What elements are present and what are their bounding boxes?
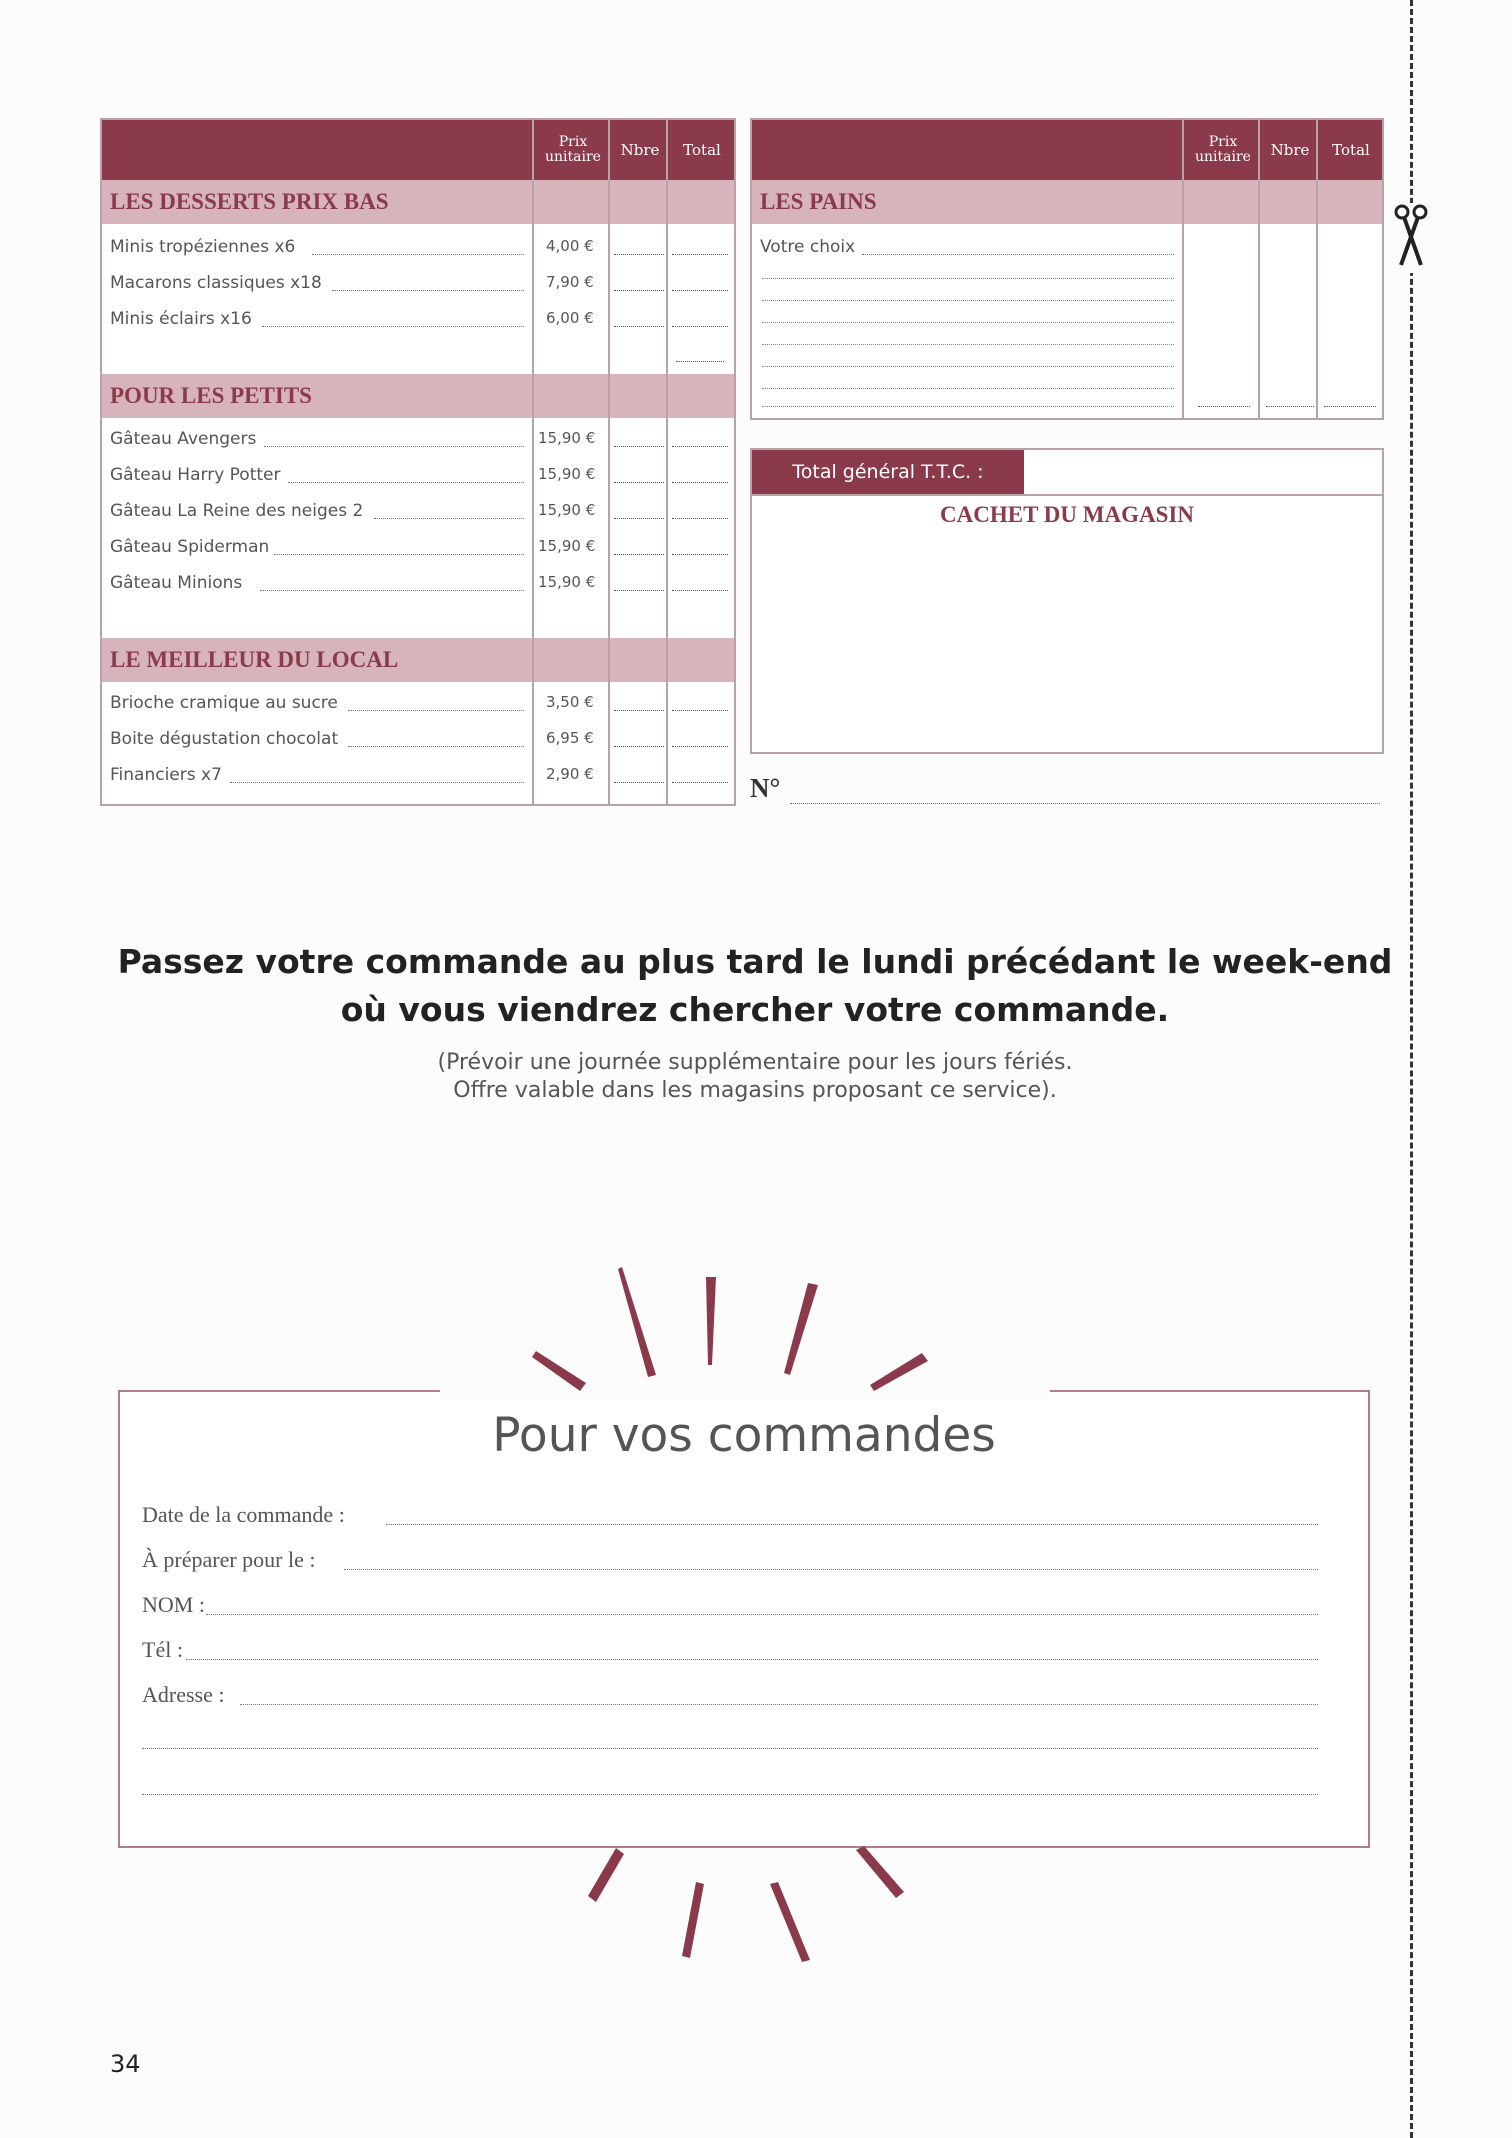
number-line <box>790 803 1380 804</box>
item-price: 3,50 € <box>546 693 594 711</box>
item-price: 15,90 € <box>538 573 596 591</box>
list-item <box>102 722 734 758</box>
total-label: Total général T.T.C. : <box>752 450 1024 494</box>
item-price: 4,00 € <box>546 237 594 255</box>
header-total: Total <box>683 140 721 159</box>
header-nbre: Nbre <box>620 140 660 159</box>
list-item <box>102 266 734 302</box>
item-price: 15,90 € <box>538 465 596 483</box>
section-title: LE MEILLEUR DU LOCAL <box>102 638 734 682</box>
list-item <box>102 686 734 722</box>
header-prix-unitaire: Prix unitaire <box>545 134 601 165</box>
item-name: Gâteau La Reine des neiges 2 <box>110 501 364 521</box>
notice-line-1: Passez votre commande au plus tard le lundi précédant le week-end <box>117 942 1393 981</box>
choice-label: Votre choix <box>760 237 856 257</box>
right-order-table <box>750 118 1384 420</box>
field-date: Date de la commande : <box>142 1502 345 1527</box>
order-form-title: Pour vos commandes <box>492 1408 996 1463</box>
top-rays-decoration <box>520 1255 940 1405</box>
item-price: 6,00 € <box>546 309 594 327</box>
stamp-label: CACHET DU MAGASIN <box>940 502 1194 527</box>
section-title: LES DESSERTS PRIX BAS <box>102 180 734 224</box>
header-nbre: Nbre <box>1270 140 1310 159</box>
item-price: 2,90 € <box>546 765 594 783</box>
header-total: Total <box>1332 140 1370 159</box>
list-item <box>102 758 734 794</box>
list-item <box>102 566 734 602</box>
notice-line-4: Offre valable dans les magasins proposant ce service). <box>453 1078 1057 1103</box>
number-label: N° <box>750 773 781 803</box>
page-number: 34 <box>110 2050 141 2078</box>
scissors-icon <box>1393 203 1429 273</box>
prepare-input[interactable] <box>344 1569 1318 1570</box>
list-item <box>102 422 734 458</box>
table-header <box>752 120 1382 180</box>
field-prepare: À préparer pour le : <box>142 1547 316 1572</box>
item-name: Gâteau Harry Potter <box>110 465 281 485</box>
choice-row <box>752 230 1382 266</box>
item-price: 15,90 € <box>538 537 596 555</box>
list-item <box>102 302 734 338</box>
item-name: Gâteau Spiderman <box>110 537 270 557</box>
item-price: 7,90 € <box>546 273 594 291</box>
table-header <box>102 120 734 180</box>
item-price: 15,90 € <box>538 429 596 447</box>
item-name: Brioche cramique au sucre <box>110 693 338 713</box>
notice-line-2: où vous viendrez chercher votre commande. <box>340 990 1170 1029</box>
field-address: Adresse : <box>142 1682 225 1707</box>
item-name: Gâteau Minions <box>110 573 243 593</box>
item-price: 6,95 € <box>546 729 594 747</box>
item-name: Minis tropéziennes x6 <box>110 237 296 257</box>
item-name: Financiers x7 <box>110 765 222 785</box>
item-price: 15,90 € <box>538 501 596 519</box>
date-input[interactable] <box>386 1524 1318 1525</box>
item-name: Boite dégustation chocolat <box>110 729 339 749</box>
total-box <box>750 448 1384 754</box>
bottom-rays-decoration <box>570 1840 920 1970</box>
name-input[interactable] <box>206 1614 1318 1615</box>
list-item <box>102 530 734 566</box>
left-order-table <box>100 118 736 806</box>
phone-input[interactable] <box>186 1659 1318 1660</box>
address-line-2[interactable] <box>142 1748 1318 1749</box>
field-phone: Tél : <box>142 1637 183 1662</box>
item-name: Gâteau Avengers <box>110 429 257 449</box>
notice-line-3: (Prévoir une journée supplémentaire pour les jours fériés. <box>437 1050 1073 1075</box>
list-item <box>102 230 734 266</box>
header-prix-unitaire: Prix unitaire <box>1195 134 1251 165</box>
field-name: NOM : <box>142 1592 205 1617</box>
section-title: POUR LES PETITS <box>102 374 734 418</box>
item-name: Macarons classiques x18 <box>110 273 322 293</box>
section-title: LES PAINS <box>752 180 1382 224</box>
list-item <box>102 494 734 530</box>
item-name: Minis éclairs x16 <box>110 309 252 329</box>
address-input[interactable] <box>240 1704 1318 1705</box>
list-item <box>102 458 734 494</box>
address-line-3[interactable] <box>142 1794 1318 1795</box>
